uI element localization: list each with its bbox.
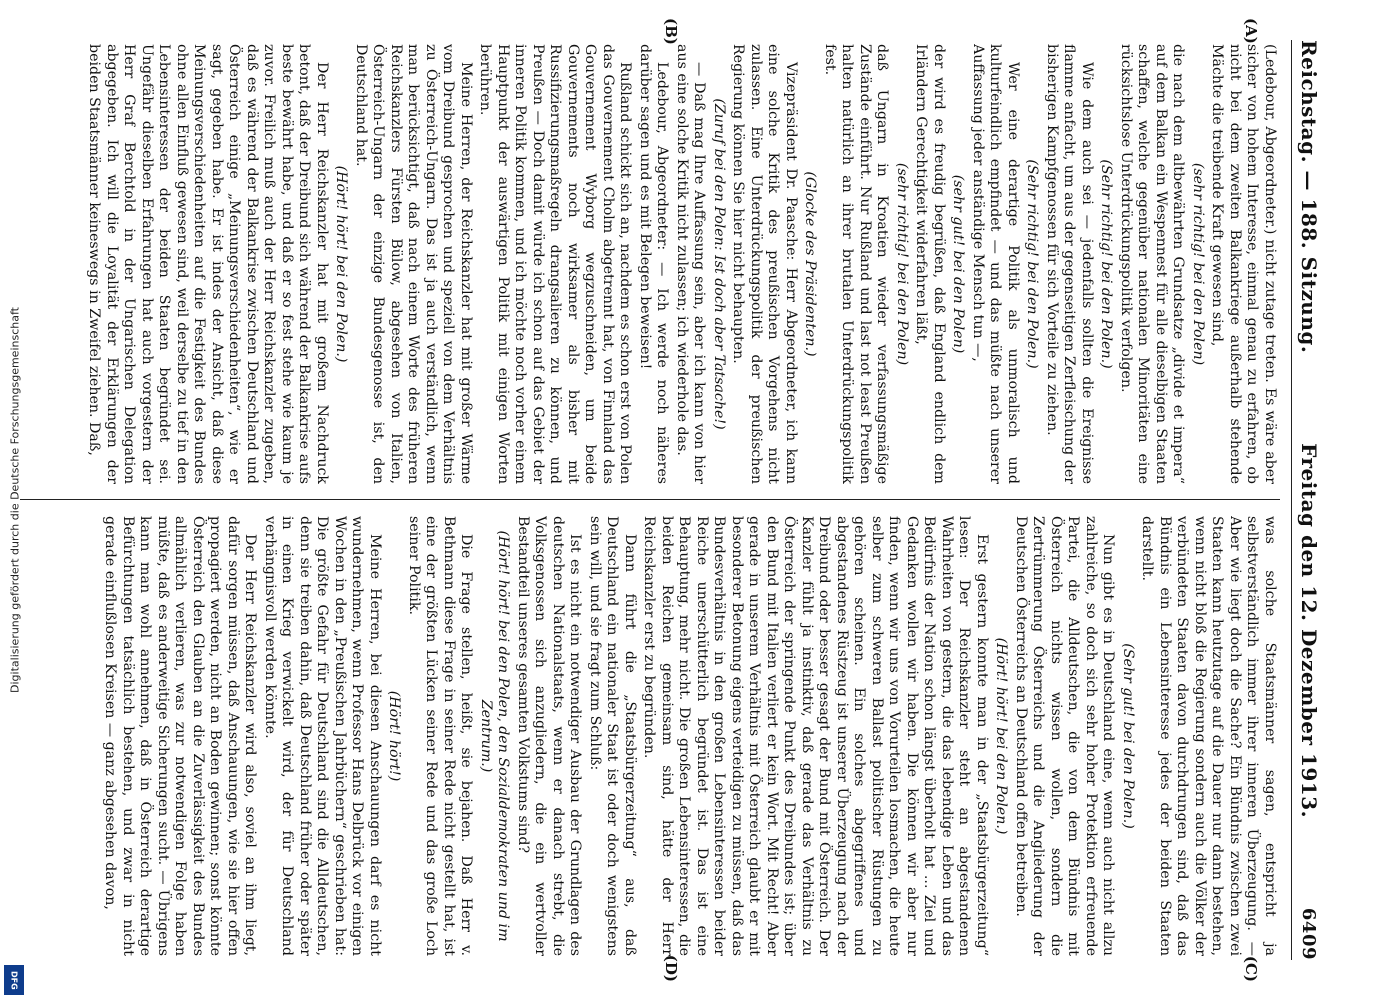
paragraph: daß Ungarn in Kroatien wieder verfassungsmäßige Zustände einführt. Nur Rußland und last not least Preußen halten natürlich an ihrer brutalen Unterdrückungspolitik fest. — [822, 44, 891, 484]
header-session: Reichstag. — 188. Sitzung. — [1297, 40, 1321, 354]
interjection: (Hört! hört! bei den Polen, den Sozialdemokraten und im Zentrum.) — [478, 530, 512, 942]
margin-marker-d: (D) — [662, 954, 680, 982]
paragraph: Meine Herren, der Reichskanzler hat mit großer Wärme vom Dreibund gesprochen und speziell von dem Verhältnis zu Österreich-Ungarn. Das ist ja auch verständlich, wenn man berücksichtigt, daß nach einem Worte des früheren Reichskanzlers Fürsten Bülow, abgesehen von Italien, Österreich-Ungarn der einzige Bundesgenosse ist, den Deutschland hat. — [353, 44, 474, 484]
paragraph: Ledebour, Abgeordneter: — Ich werde noch näheres darüber sagen und es mit Belegen beweisen! — [637, 44, 671, 484]
paragraph: was solche Staatsmänner sagen, entspricht ja selbstverständlich immer ihrer inneren Überzeugung. — Aber wie liegt doch die Sache? Ein Bündnis zwischen zwei Staaten kann heutzutage auf die Dauer nur dann bestehen, wenn nicht bloß die Regierung sondern auch die Völker der verbündeten Staaten davon durchdrungen sind, daß das Bündnis ein Lebensinteresse jedes der beiden Staaten darstellt. — [1139, 516, 1278, 956]
margin-marker-b: (B) — [662, 18, 680, 45]
quotation: Ist es nicht ein notwendiger Ausbau der Grundlagen des deutschen Nationalstaats, wenn er danach strebt, die Volksgenossen sich anzugliedern, die ein wertvoller Bestandteil unseres gesamten Volkstums sind? — [515, 516, 584, 956]
interjection: (Hört! hört!) — [386, 690, 403, 782]
interjection: (Zuruf bei den Polen: Ist doch aber Tatsache!) — [711, 98, 727, 430]
margin-marker-a: (A) — [1242, 18, 1260, 44]
paragraph: Der Herr Reichskanzler hat mit großem Nachdruck betont, daß der Dreibund sich während der Balkankrise aufs beste bewährt habe, und daß er so fest stehe wie kaum je zuvor. Freilich muß auch der Herr Reichskanzler zugeben, daß es während der Balkankrise zwischen Deutschland und Österreich einige „Meinungsverschiedenheiten“, wie er sagt, gegeben habe. Er ist indes der Ansicht, daß diese Meinungsverschiedenheiten auf die Festigkeit des Bundes ohne allen Einfluß gewesen sind, weil derselbe zu tief in den Lebensinteressen der beiden Staaten begründet sei. Ungefähr dieselben Erfahrungen hat auch vorgestern der Herr Graf Berchtold in der Ungarischen Delegation abgegeben. Ich will die Loyalität der Erklärungen der beiden Staatsmänner keineswegs in Zweifel ziehen. Daß, — [86, 44, 330, 484]
paragraph: Rußland schickt sich an, nachdem es schon erst von Polen das Gouvernement Cholm abgetrennt hat, von Finnland das Gouvernement Wyborg wegzuschneiden, um beide Gouvernements noch wirksamer als bisher mit Russifizierungsmaßregeln drangsalieren zu können, und Preußen — Doch damit würde ich schon auf das Gebiet der inneren Politik kommen, und ich möchte noch vorher einem Hauptpunkt der auswärtigen Politik mit einigen Worten berühren. — [477, 44, 634, 484]
dfg-logo: DFG — [4, 965, 24, 995]
credit-text: Digitalisierung gefördert durch die Deutsche Forschungsgemeinschaft — [8, 307, 22, 693]
paragraph: Meine Herren, bei diesen Anschauungen darf es nicht wundernehmen, wenn Professor Hans Delbrück vor einigen Wochen in den „Preußischen Jahrbüchern“ geschrieben hat: Die größte Gefahr für Deutschland sind die Alldeutschen, denn sie treiben dahin, daß Deutschland früher oder später in einen Krieg verwickelt wird, der für Deutschland verhängnisvoll werden könnte. — [262, 516, 383, 956]
margin-marker-c: (C) — [1242, 955, 1260, 982]
interjection: (sehr richtig! bei den Polen) — [1190, 162, 1206, 366]
paragraph: (Ledebour, Abgeordneter.) nicht zutage treten. Es wäre aber sicher von hohem Interesse, einmal genau zu erfahren, ob nicht bei dem zweiten Balkankriege außerhalb stehende Mächte die treibende Kraft gewesen sind, — [1209, 44, 1278, 484]
page-header — [1291, 40, 1326, 960]
column-divider — [20, 499, 1280, 500]
interjection: (Sehr richtig! bei den Polen.) — [1098, 159, 1115, 369]
right-column — [20, 516, 1278, 956]
interjection: (Sehr richtig! bei den Polen.) — [1024, 159, 1041, 369]
interjection: (Glocke des Präsidenten.) — [802, 171, 819, 357]
quotation: Die Frage stellen, heißt, sie bejahen. Daß Herr v. Bethmann diese Frage in seiner Rede nicht gestellt hat, ist eine der größten Lücken seiner Rede und das große Loch seiner Politik. — [406, 516, 475, 956]
paragraph: — Daß mag Ihre Auffassung sein, aber ich kann von hier aus eine solche Kritik nicht zulassen; ich wiederhole das. — [674, 44, 708, 484]
paragraph: die nach dem altbewährten Grundsatze „divide et impera“ auf dem Balkan ein Wespennest für alle dieselbigen Staaten schaffen, welche gegenüber nationalen Minoritäten eine rücksichtslose Unterdrückungspolitik verfolgen. — [1118, 44, 1187, 484]
paragraph: Nun gibt es in Deutschland eine, wenn auch nicht allzu zahlreiche, so doch sich sehr hoher Protektion erfreuende Partei, die Alldeutschen, die von dem Bündnis mit Österreich nichts wissen wollen, sondern die Zertrümmerung Österreichs und die Angliederung der Deutschen Österreichs an Deutschland offen betreiben. — [1013, 516, 1117, 956]
paragraph: Wer eine derartige Politik als unmoralisch und kulturfeindlich empfindet — und das müßte nach unserer Auffassung jeder anständige Mensch tun —, — [970, 44, 1021, 484]
paragraph: Erst gestern konnte man in der „Staatsbürgerzeitung“ lesen: Der Reichskanzler steht an abgestandenen Wahrheiten von gestern, die das lebendige Leben und das Bedürfnis der Nation schon längst überholt hat ... Ziel und Gedanken wollen wir haben. Die können wir aber nur finden, wenn wir uns von Vorurteilen losmachen, die heute selber zum schweren Ballast politischer Rüstungen zu gehören scheinen. Ein solches abgegriffenes und abgestandenes Rüstzeug ist unserer Überzeugung nach der Dreibund oder besser gesagt der Bund mit Österreich. Der Kanzler fühlt ja instinktiv, daß gerade das Verhältnis zu Österreich der springende Punkt des Dreibundes ist; über den Bund mit Italien verliert er kein Wort. Mit Recht! Aber gerade in unserem Verhältnis mit Österreich glaubt er mit besonderer Betonung eigens verteidigen zu müssen, daß das Bundesverhältnis in den großen Lebensinteressen beider Reiche unerschütterlich begründet ist. Das ist eine Behauptung, mehr nicht. Die großen Lebensinteressen, die beiden Reichen gemeinsam sind, hätte der Herr Reichskanzler erst zu begründen. — [641, 516, 990, 956]
interjection: (Hört! hört! bei den Polen.) — [333, 165, 350, 363]
paragraph: Der Herr Reichskanzler wird also, soviel an ihm liegt, dafür sorgen müssen, daß Anschauungen, wie sie hier offen propagiert werden, nicht an Boden gewinnen; sonst könnte Österreich den Glauben an die Zuverlässigkeit des Bundes allmählich verlieren, was zur notwendigen Folge haben müßte, daß es anderweitige Sicherungen sucht. — Übrigens kann man wohl annehmen, daß in Österreich derartige Befürchtungen tatsächlich bestehen, und zwar in nicht gerade einflußlosen Kreisen — ganz abgesehen davon, — [102, 516, 259, 956]
page-number: 6409 — [1298, 907, 1320, 960]
interjection: (sehr gut! bei den Polen) — [950, 174, 967, 354]
paragraph: Vizepräsident Dr. Paasche: Herr Abgeordneter, ich kann eine solche Kritik des preußischen Vorgehens nicht zulassen. Eine Unterdrückungspolitik der preußischen Regierung können Sie hier nicht behaupten. — [730, 44, 799, 484]
interjection: (sehr richtig! bei den Polen) — [894, 162, 910, 366]
left-column — [20, 44, 1278, 484]
digitization-credit — [2, 0, 28, 1000]
paragraph: Dann führt die „Staatsbürgerzeitung“ aus, daß Deutschland ein nationaler Staat ist oder doch wenigstens sein will, und sie fragt zum Schluß: — [587, 516, 638, 956]
paragraph: der wird es freudig begrüßen, daß England endlich dem Irländern Gerechtigkeit widerfahren läßt, — [913, 44, 947, 484]
interjection: (Hört! hört! bei den Polen.) — [993, 637, 1010, 835]
header-date: Freitag den 12. Dezember 1913. — [1297, 443, 1321, 819]
paragraph: Wie dem auch sei — jedenfalls sollten die Ereignisse flamme anfacht, um aus der gegenseitigen Zerfleischung der bisherigen Kampfgenossen für sich Vorteile zu ziehen. — [1044, 44, 1095, 484]
interjection: (Sehr gut! bei den Polen.) — [1120, 643, 1136, 829]
